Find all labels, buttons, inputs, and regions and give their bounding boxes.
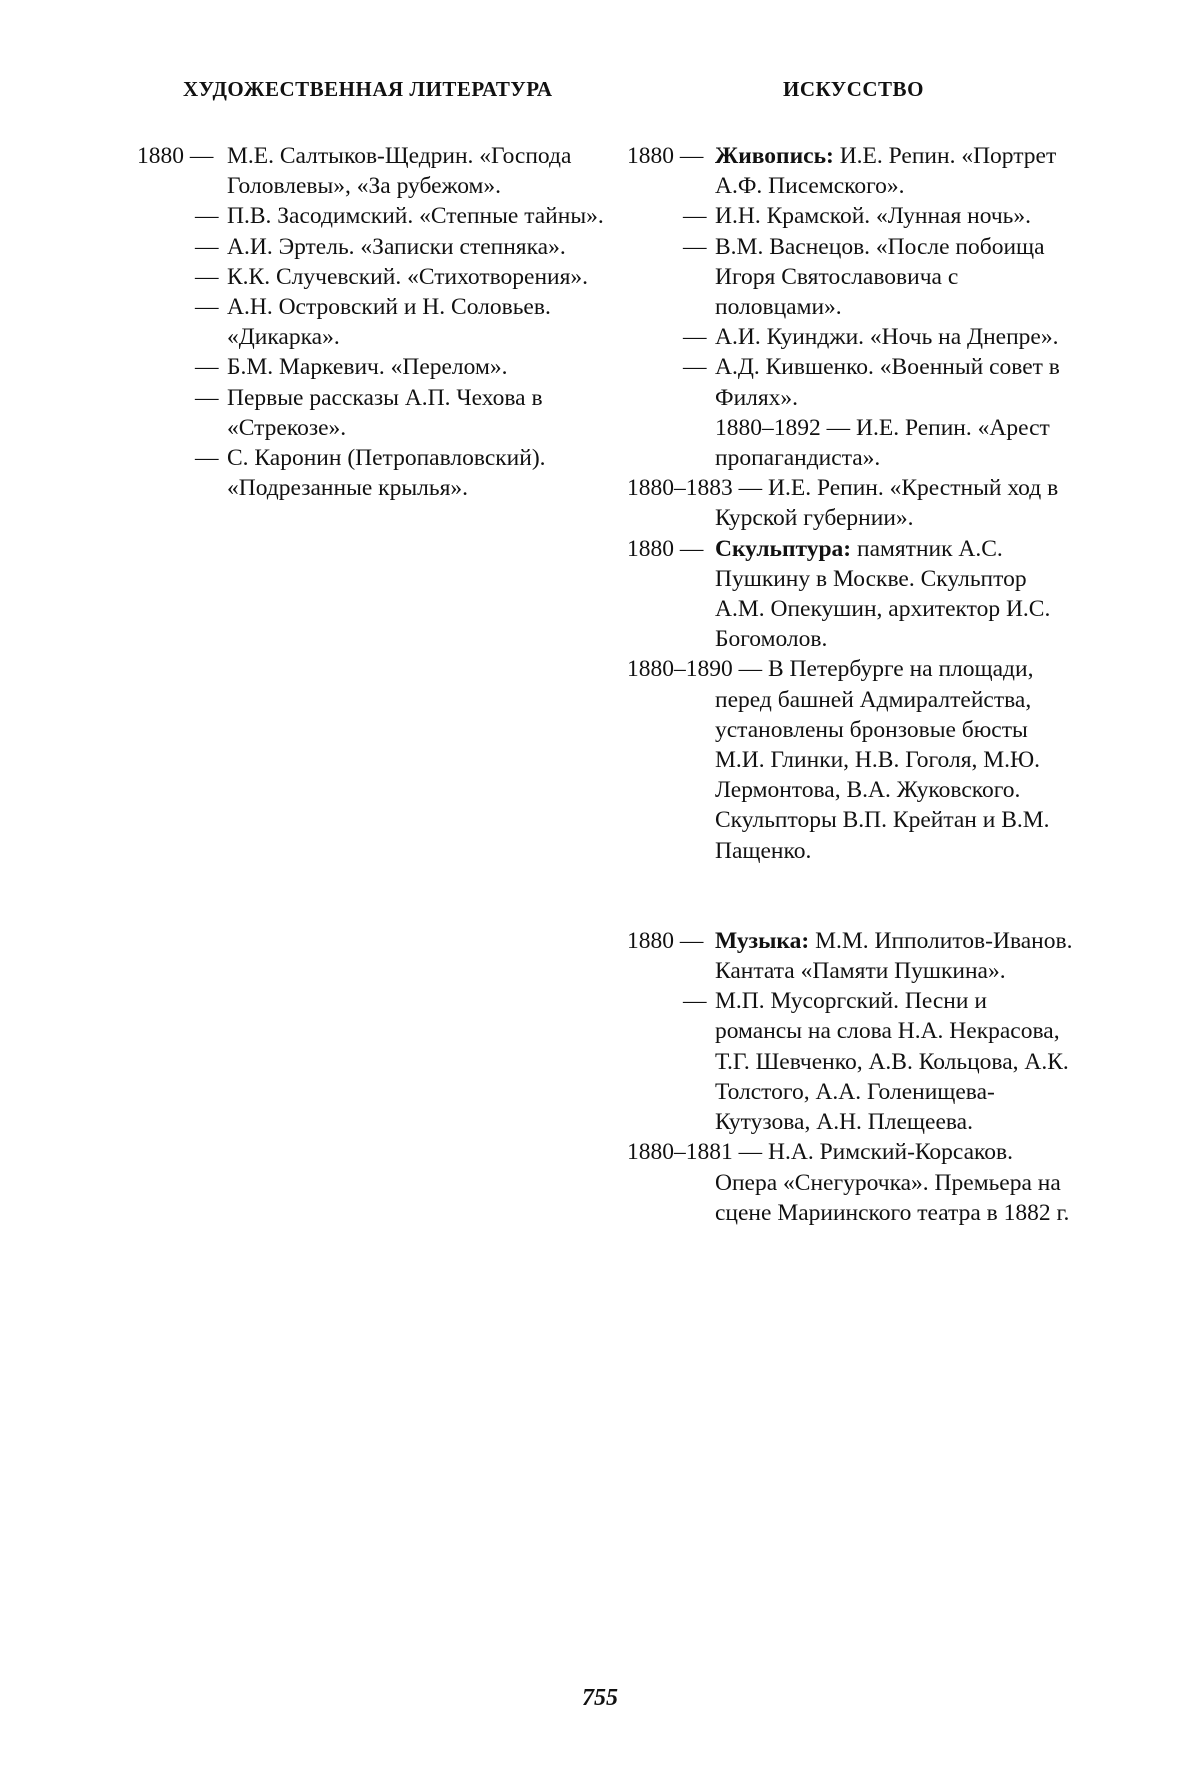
entry-text: И.Н. Крамской. «Лунная ночь». [715, 203, 1032, 230]
entry-text: В.М. Васнецов. «После побоища Игоря Святославовича с половцами». [715, 233, 1045, 321]
art-entry [627, 654, 1077, 865]
entry-year: 1880 — [627, 143, 704, 169]
section-label-sculpture: Скульптура: [715, 535, 852, 562]
entry-dash: — [683, 354, 707, 381]
section-label-music: Музыка: [715, 927, 810, 954]
entry-dash: — [195, 445, 219, 472]
entry-text: Скульптура: памятник А.С. Пушкину в Москве. Скульптор А.М. Опекушин, архитектор И.С. Богомолов. [715, 535, 1051, 653]
art-entry [627, 986, 1077, 1137]
entry-text: Б.М. Маркевич. «Перелом». [227, 354, 508, 381]
entry-year: 1880 — [137, 143, 214, 169]
entry-dash: — [195, 384, 219, 411]
art-entry [627, 473, 1077, 533]
literature-entry [137, 201, 607, 231]
section-spacer [627, 866, 1077, 926]
art-entry [627, 352, 1077, 412]
entry-dash: — [683, 988, 707, 1015]
literature-entry [137, 383, 607, 443]
literature-entry [137, 352, 607, 382]
entry-text: А.Д. Кившенко. «Военный совет в Филях». [715, 354, 1060, 411]
literature-entry [137, 262, 607, 292]
left-column-heading: ХУДОЖЕСТВЕННАЯ ЛИТЕРАТУРА [183, 77, 553, 101]
literature-entry [137, 443, 607, 503]
literature-entry [137, 141, 607, 201]
entry-text: Первые рассказы А.П. Чехова в «Стрекозе». [227, 384, 543, 441]
entry-year: 1880–1883 — [627, 475, 763, 502]
art-entry [627, 1137, 1077, 1228]
entry-year: 1880 — [627, 535, 704, 562]
art-entry [627, 534, 1077, 655]
entry-text: И.Е. Репин. «Крестный ход в Курской губернии». [715, 475, 1059, 532]
entry-text: В Петербурге на площади, перед башней Адмиралтейства, установлены бронзовые бюсты М.И. Глинки, Н.В. Гоголя, М.Ю. Лермонтова, В.А. Жуковского. Скульпторы В.П. Крейтан и В.М. Пащенко. [715, 656, 1050, 864]
art-entry [627, 141, 1077, 201]
entry-dash: — [683, 203, 707, 230]
art-entry [627, 232, 1077, 323]
entry-text: К.К. Случевский. «Стихотворения». [227, 263, 589, 290]
entry-year: 1880–1881 — [627, 1139, 763, 1166]
entry-text: Живопись: И.Е. Репин. «Портрет А.Ф. Писемского». [715, 143, 1057, 200]
entry-text: М.Е. Салтыков-Щедрин. «Господа Головлевы», «За рубежом». [227, 143, 572, 200]
entry-text: П.В. Засодимский. «Степные тайны». [227, 203, 604, 230]
entry-dash: — [195, 354, 219, 381]
entry-text: М.П. Мусоргский. Песни и романсы на слова Н.А. Некрасова, Т.Г. Шевченко, А.В. Кольцова, А.К. Толстого, А.А. Голенищева-Кутузова, А.Н. Плещеева. [715, 988, 1069, 1136]
art-entry [627, 926, 1077, 986]
entry-text: С. Каронин (Петропавловский). «Подрезанные крылья». [227, 445, 546, 502]
entry-dash: — [195, 263, 219, 290]
entry-dash: — [195, 233, 219, 260]
entry-text: А.И. Эртель. «Записки степняка». [227, 233, 566, 260]
right-column-heading: ИСКУССТВО [783, 77, 924, 101]
entry-text: Н.А. Римский-Корсаков. Опера «Снегурочка». Премьера на сцене Мариинского театра в 1882 г. [715, 1139, 1070, 1226]
entry-text: А.И. Куинджи. «Ночь на Днепре». [715, 324, 1059, 351]
entry-dash: — [195, 203, 219, 230]
entry-text: А.Н. Островский и Н. Соловьев. «Дикарка». [227, 294, 551, 351]
art-entry [627, 322, 1077, 352]
section-label-painting: Живопись: [715, 143, 834, 169]
entry-year: 1880–1892 — [715, 414, 851, 441]
page-number: 755 [582, 1685, 618, 1711]
entry-text: И.Е. Репин. «Арест пропагандиста». [715, 414, 1050, 472]
literature-column [137, 141, 607, 503]
entry-text: Музыка: М.М. Ипполитов-Иванов. Кантата «Памяти Пушкина». [715, 927, 1073, 985]
literature-entry [137, 292, 607, 352]
art-column [627, 141, 1077, 1228]
entry-year: 1880–1890 — [627, 656, 763, 683]
art-entry [627, 201, 1077, 231]
art-entry [627, 413, 1077, 473]
entry-dash: — [683, 233, 707, 260]
entry-year: 1880 — [627, 927, 704, 954]
literature-entry [137, 232, 607, 262]
entry-dash: — [195, 294, 219, 321]
entry-dash: — [683, 324, 707, 351]
